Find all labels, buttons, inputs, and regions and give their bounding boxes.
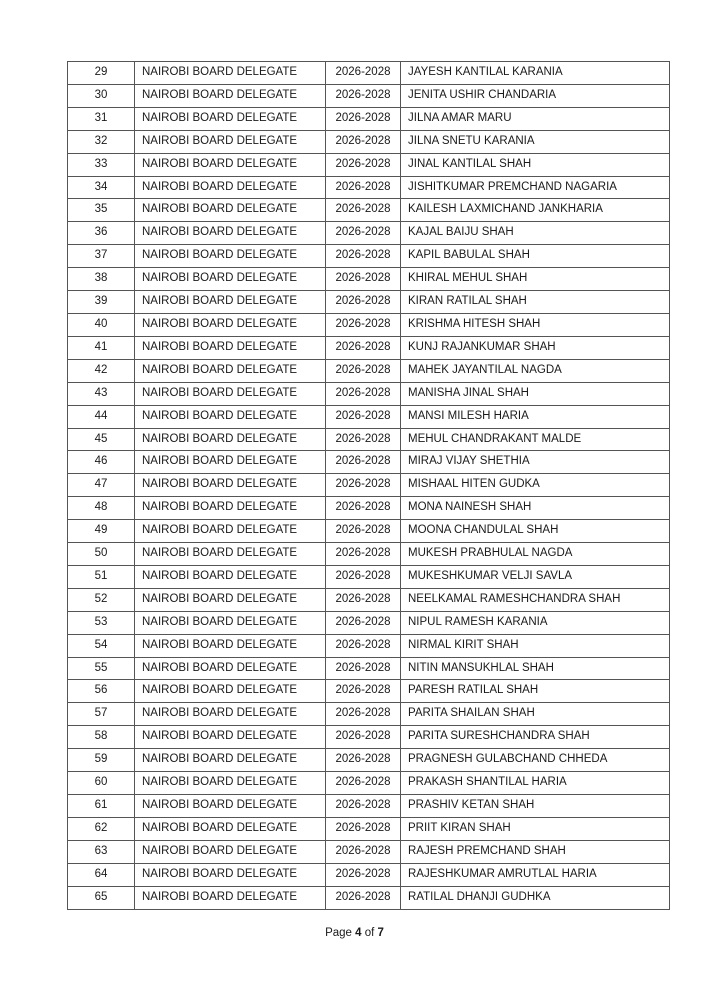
position-cell: NAIROBI BOARD DELEGATE xyxy=(135,543,326,566)
delegate-name-cell: MUKESH PRABHULAL NAGDA xyxy=(401,543,670,566)
page-label: Page xyxy=(325,927,352,939)
row-number-cell: 52 xyxy=(68,588,135,611)
table-row xyxy=(68,130,670,153)
row-number-cell: 35 xyxy=(68,199,135,222)
delegate-table-body xyxy=(68,62,670,910)
term-cell: 2026-2028 xyxy=(326,405,401,428)
position-cell: NAIROBI BOARD DELEGATE xyxy=(135,863,326,886)
table-row xyxy=(68,451,670,474)
term-cell: 2026-2028 xyxy=(326,291,401,314)
delegate-name-cell: NIPUL RAMESH KARANIA xyxy=(401,611,670,634)
table-row xyxy=(68,245,670,268)
position-cell: NAIROBI BOARD DELEGATE xyxy=(135,634,326,657)
position-cell: NAIROBI BOARD DELEGATE xyxy=(135,107,326,130)
term-cell: 2026-2028 xyxy=(326,474,401,497)
table-row xyxy=(68,62,670,85)
table-row xyxy=(68,497,670,520)
term-cell: 2026-2028 xyxy=(326,817,401,840)
row-number-cell: 36 xyxy=(68,222,135,245)
term-cell: 2026-2028 xyxy=(326,657,401,680)
delegate-name-cell: MISHAAL HITEN GUDKA xyxy=(401,474,670,497)
term-cell: 2026-2028 xyxy=(326,62,401,85)
table-row xyxy=(68,153,670,176)
position-cell: NAIROBI BOARD DELEGATE xyxy=(135,222,326,245)
table-row xyxy=(68,268,670,291)
row-number-cell: 39 xyxy=(68,291,135,314)
table-row xyxy=(68,313,670,336)
delegate-name-cell: MANSI MILESH HARIA xyxy=(401,405,670,428)
term-cell: 2026-2028 xyxy=(326,268,401,291)
term-cell: 2026-2028 xyxy=(326,84,401,107)
row-number-cell: 46 xyxy=(68,451,135,474)
position-cell: NAIROBI BOARD DELEGATE xyxy=(135,749,326,772)
term-cell: 2026-2028 xyxy=(326,313,401,336)
position-cell: NAIROBI BOARD DELEGATE xyxy=(135,795,326,818)
term-cell: 2026-2028 xyxy=(326,497,401,520)
row-number-cell: 59 xyxy=(68,749,135,772)
delegate-name-cell: MAHEK JAYANTILAL NAGDA xyxy=(401,359,670,382)
term-cell: 2026-2028 xyxy=(326,107,401,130)
delegate-name-cell: PARITA SHAILAN SHAH xyxy=(401,703,670,726)
row-number-cell: 62 xyxy=(68,817,135,840)
term-cell: 2026-2028 xyxy=(326,199,401,222)
delegate-name-cell: MIRAJ VIJAY SHETHIA xyxy=(401,451,670,474)
row-number-cell: 55 xyxy=(68,657,135,680)
page-footer xyxy=(0,927,709,939)
term-cell: 2026-2028 xyxy=(326,520,401,543)
table-row xyxy=(68,749,670,772)
term-cell: 2026-2028 xyxy=(326,222,401,245)
term-cell: 2026-2028 xyxy=(326,382,401,405)
table-row xyxy=(68,840,670,863)
table-row xyxy=(68,657,670,680)
delegate-name-cell: KUNJ RAJANKUMAR SHAH xyxy=(401,336,670,359)
table-row xyxy=(68,405,670,428)
row-number-cell: 54 xyxy=(68,634,135,657)
table-row xyxy=(68,543,670,566)
position-cell: NAIROBI BOARD DELEGATE xyxy=(135,359,326,382)
delegate-name-cell: KIRAN RATILAL SHAH xyxy=(401,291,670,314)
row-number-cell: 40 xyxy=(68,313,135,336)
delegate-name-cell: KAPIL BABULAL SHAH xyxy=(401,245,670,268)
delegate-table xyxy=(67,61,670,910)
term-cell: 2026-2028 xyxy=(326,611,401,634)
row-number-cell: 47 xyxy=(68,474,135,497)
delegate-name-cell: MEHUL CHANDRAKANT MALDE xyxy=(401,428,670,451)
table-row xyxy=(68,634,670,657)
row-number-cell: 51 xyxy=(68,565,135,588)
position-cell: NAIROBI BOARD DELEGATE xyxy=(135,62,326,85)
term-cell: 2026-2028 xyxy=(326,726,401,749)
row-number-cell: 42 xyxy=(68,359,135,382)
term-cell: 2026-2028 xyxy=(326,245,401,268)
row-number-cell: 31 xyxy=(68,107,135,130)
current-page-number: 4 xyxy=(355,927,362,939)
delegate-name-cell: NEELKAMAL RAMESHCHANDRA SHAH xyxy=(401,588,670,611)
table-row xyxy=(68,199,670,222)
table-row xyxy=(68,817,670,840)
position-cell: NAIROBI BOARD DELEGATE xyxy=(135,840,326,863)
term-cell: 2026-2028 xyxy=(326,565,401,588)
position-cell: NAIROBI BOARD DELEGATE xyxy=(135,680,326,703)
row-number-cell: 29 xyxy=(68,62,135,85)
table-row xyxy=(68,176,670,199)
delegate-name-cell: PARITA SURESHCHANDRA SHAH xyxy=(401,726,670,749)
row-number-cell: 65 xyxy=(68,886,135,909)
table-row xyxy=(68,565,670,588)
delegate-name-cell: JENITA USHIR CHANDARIA xyxy=(401,84,670,107)
table-row xyxy=(68,520,670,543)
table-row xyxy=(68,588,670,611)
delegate-name-cell: PARESH RATILAL SHAH xyxy=(401,680,670,703)
row-number-cell: 30 xyxy=(68,84,135,107)
row-number-cell: 56 xyxy=(68,680,135,703)
page-of-label: of xyxy=(364,927,375,939)
delegate-name-cell: JILNA SNETU KARANIA xyxy=(401,130,670,153)
table-row xyxy=(68,359,670,382)
term-cell: 2026-2028 xyxy=(326,451,401,474)
delegate-name-cell: RAJESHKUMAR AMRUTLAL HARIA xyxy=(401,863,670,886)
position-cell: NAIROBI BOARD DELEGATE xyxy=(135,886,326,909)
row-number-cell: 58 xyxy=(68,726,135,749)
table-row xyxy=(68,772,670,795)
row-number-cell: 34 xyxy=(68,176,135,199)
term-cell: 2026-2028 xyxy=(326,772,401,795)
row-number-cell: 53 xyxy=(68,611,135,634)
delegate-name-cell: RATILAL DHANJI GUDHKA xyxy=(401,886,670,909)
term-cell: 2026-2028 xyxy=(326,886,401,909)
delegate-name-cell: KHIRAL MEHUL SHAH xyxy=(401,268,670,291)
row-number-cell: 64 xyxy=(68,863,135,886)
position-cell: NAIROBI BOARD DELEGATE xyxy=(135,313,326,336)
position-cell: NAIROBI BOARD DELEGATE xyxy=(135,199,326,222)
position-cell: NAIROBI BOARD DELEGATE xyxy=(135,130,326,153)
row-number-cell: 48 xyxy=(68,497,135,520)
position-cell: NAIROBI BOARD DELEGATE xyxy=(135,817,326,840)
delegate-name-cell: JINAL KANTILAL SHAH xyxy=(401,153,670,176)
table-row xyxy=(68,680,670,703)
table-row xyxy=(68,428,670,451)
position-cell: NAIROBI BOARD DELEGATE xyxy=(135,565,326,588)
table-row xyxy=(68,382,670,405)
delegate-name-cell: MANISHA JINAL SHAH xyxy=(401,382,670,405)
table-row xyxy=(68,611,670,634)
delegate-name-cell: JISHITKUMAR PREMCHAND NAGARIA xyxy=(401,176,670,199)
term-cell: 2026-2028 xyxy=(326,680,401,703)
term-cell: 2026-2028 xyxy=(326,840,401,863)
position-cell: NAIROBI BOARD DELEGATE xyxy=(135,268,326,291)
row-number-cell: 49 xyxy=(68,520,135,543)
delegate-name-cell: JAYESH KANTILAL KARANIA xyxy=(401,62,670,85)
row-number-cell: 41 xyxy=(68,336,135,359)
delegate-name-cell: KRISHMA HITESH SHAH xyxy=(401,313,670,336)
row-number-cell: 57 xyxy=(68,703,135,726)
position-cell: NAIROBI BOARD DELEGATE xyxy=(135,176,326,199)
position-cell: NAIROBI BOARD DELEGATE xyxy=(135,245,326,268)
table-row xyxy=(68,84,670,107)
total-pages-number: 7 xyxy=(377,927,384,939)
term-cell: 2026-2028 xyxy=(326,863,401,886)
row-number-cell: 63 xyxy=(68,840,135,863)
delegate-name-cell: PRAKASH SHANTILAL HARIA xyxy=(401,772,670,795)
position-cell: NAIROBI BOARD DELEGATE xyxy=(135,474,326,497)
row-number-cell: 43 xyxy=(68,382,135,405)
row-number-cell: 37 xyxy=(68,245,135,268)
table-row xyxy=(68,291,670,314)
delegate-name-cell: MONA NAINESH SHAH xyxy=(401,497,670,520)
row-number-cell: 50 xyxy=(68,543,135,566)
term-cell: 2026-2028 xyxy=(326,153,401,176)
position-cell: NAIROBI BOARD DELEGATE xyxy=(135,520,326,543)
row-number-cell: 33 xyxy=(68,153,135,176)
row-number-cell: 32 xyxy=(68,130,135,153)
delegate-name-cell: MOONA CHANDULAL SHAH xyxy=(401,520,670,543)
table-row xyxy=(68,336,670,359)
row-number-cell: 38 xyxy=(68,268,135,291)
term-cell: 2026-2028 xyxy=(326,130,401,153)
position-cell: NAIROBI BOARD DELEGATE xyxy=(135,84,326,107)
delegate-name-cell: RAJESH PREMCHAND SHAH xyxy=(401,840,670,863)
delegate-name-cell: PRIIT KIRAN SHAH xyxy=(401,817,670,840)
term-cell: 2026-2028 xyxy=(326,359,401,382)
table-row xyxy=(68,726,670,749)
table-row xyxy=(68,474,670,497)
table-row xyxy=(68,886,670,909)
delegate-name-cell: KAJAL BAIJU SHAH xyxy=(401,222,670,245)
term-cell: 2026-2028 xyxy=(326,336,401,359)
term-cell: 2026-2028 xyxy=(326,176,401,199)
delegate-name-cell: MUKESHKUMAR VELJI SAVLA xyxy=(401,565,670,588)
row-number-cell: 61 xyxy=(68,795,135,818)
delegate-name-cell: PRAGNESH GULABCHAND CHHEDA xyxy=(401,749,670,772)
term-cell: 2026-2028 xyxy=(326,749,401,772)
table-row xyxy=(68,222,670,245)
term-cell: 2026-2028 xyxy=(326,795,401,818)
delegate-name-cell: JILNA AMAR MARU xyxy=(401,107,670,130)
position-cell: NAIROBI BOARD DELEGATE xyxy=(135,726,326,749)
row-number-cell: 60 xyxy=(68,772,135,795)
term-cell: 2026-2028 xyxy=(326,703,401,726)
table-row xyxy=(68,703,670,726)
delegate-name-cell: NITIN MANSUKHLAL SHAH xyxy=(401,657,670,680)
position-cell: NAIROBI BOARD DELEGATE xyxy=(135,291,326,314)
row-number-cell: 44 xyxy=(68,405,135,428)
position-cell: NAIROBI BOARD DELEGATE xyxy=(135,428,326,451)
delegate-name-cell: PRASHIV KETAN SHAH xyxy=(401,795,670,818)
term-cell: 2026-2028 xyxy=(326,428,401,451)
table-row xyxy=(68,863,670,886)
position-cell: NAIROBI BOARD DELEGATE xyxy=(135,153,326,176)
position-cell: NAIROBI BOARD DELEGATE xyxy=(135,336,326,359)
position-cell: NAIROBI BOARD DELEGATE xyxy=(135,703,326,726)
position-cell: NAIROBI BOARD DELEGATE xyxy=(135,405,326,428)
table-row xyxy=(68,107,670,130)
position-cell: NAIROBI BOARD DELEGATE xyxy=(135,382,326,405)
table-row xyxy=(68,795,670,818)
delegate-name-cell: KAILESH LAXMICHAND JANKHARIA xyxy=(401,199,670,222)
position-cell: NAIROBI BOARD DELEGATE xyxy=(135,497,326,520)
position-cell: NAIROBI BOARD DELEGATE xyxy=(135,588,326,611)
position-cell: NAIROBI BOARD DELEGATE xyxy=(135,657,326,680)
position-cell: NAIROBI BOARD DELEGATE xyxy=(135,451,326,474)
position-cell: NAIROBI BOARD DELEGATE xyxy=(135,611,326,634)
term-cell: 2026-2028 xyxy=(326,543,401,566)
row-number-cell: 45 xyxy=(68,428,135,451)
term-cell: 2026-2028 xyxy=(326,634,401,657)
position-cell: NAIROBI BOARD DELEGATE xyxy=(135,772,326,795)
delegate-name-cell: NIRMAL KIRIT SHAH xyxy=(401,634,670,657)
term-cell: 2026-2028 xyxy=(326,588,401,611)
